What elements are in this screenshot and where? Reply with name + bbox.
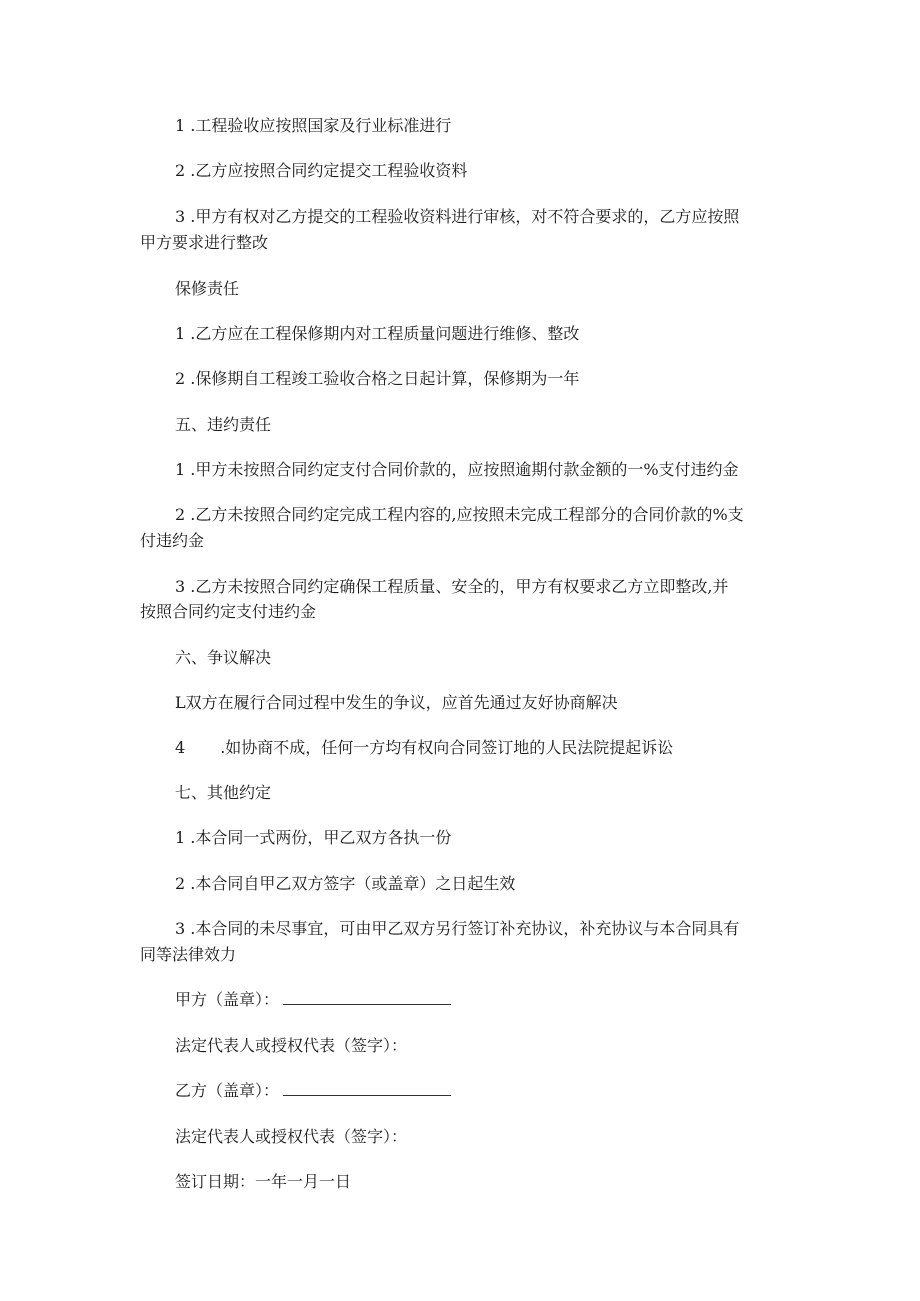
signature-party-b-blank[interactable] (283, 1081, 451, 1096)
clause-other-1: 1 .本合同一式两份，甲乙双方各执一份 (175, 828, 452, 847)
section-heading-warranty: 保修责任 (175, 279, 240, 298)
clause-breach-3-line1: 3 .乙方未按照合同约定确保工程质量、安全的，甲方有权要求乙方立即整改,并 (175, 577, 729, 596)
clause-acceptance-3-line2: 甲方要求进行整改 (140, 233, 269, 252)
clause-acceptance-3-line1: 3 .甲方有权对乙方提交的工程验收资料进行审核，对不符合要求的，乙方应按照 (175, 207, 740, 226)
section-heading-dispute: 六、争议解决 (175, 648, 272, 667)
signature-party-b (175, 1079, 451, 1102)
signature-party-a (175, 988, 451, 1011)
clause-breach-2-line2: 付违约金 (140, 531, 205, 550)
clause-dispute-2-text: .如协商不成，任何一方均有权向合同签订地的人民法院提起诉讼 (220, 738, 674, 757)
signature-party-b-label: 乙方（盖章）： (175, 1081, 280, 1100)
clause-other-2: 2 .本合同自甲乙双方签字（或盖章）之日起生效 (175, 874, 516, 893)
clause-acceptance-2: 2 .乙方应按照合同约定提交工程验收资料 (175, 161, 468, 180)
clause-warranty-2: 2 .保修期自工程竣工验收合格之日起计算，保修期为一年 (175, 369, 580, 388)
clause-dispute-2 (175, 736, 673, 759)
signing-date: 签订日期：一年一月一日 (175, 1172, 352, 1191)
clause-acceptance-1: 1 .工程验收应按照国家及行业标准进行 (175, 116, 452, 135)
signature-party-a-label: 甲方（盖章）： (175, 990, 280, 1009)
clause-dispute-2-number: 4 (175, 738, 186, 757)
section-heading-other: 七、其他约定 (175, 783, 272, 802)
clause-other-3-line1: 3 .本合同的未尽事宜，可由甲乙双方另行签订补充协议，补充协议与本合同具有 (175, 919, 740, 938)
clause-breach-1: 1 .甲方未按照合同约定支付合同价款的，应按照逾期付款金额的一%支付违约金 (175, 460, 739, 479)
clause-dispute-1: L双方在履行合同过程中发生的争议，应首先通过友好协商解决 (175, 693, 618, 712)
clause-other-3-line2: 同等法律效力 (140, 945, 237, 964)
signature-rep-b: 法定代表人或授权代表（签字）： (175, 1127, 408, 1146)
clause-warranty-1: 1 .乙方应在工程保修期内对工程质量问题进行维修、整改 (175, 324, 580, 343)
signature-rep-a: 法定代表人或授权代表（签字）： (175, 1036, 408, 1055)
clause-breach-3-line2: 按照合同约定支付违约金 (140, 602, 317, 621)
clause-breach-2-line1: 2 .乙方未按照合同约定完成工程内容的,应按照未完成工程部分的合同价款的%支 (175, 505, 744, 524)
section-heading-breach: 五、违约责任 (175, 415, 272, 434)
signature-party-a-blank[interactable] (283, 990, 451, 1005)
